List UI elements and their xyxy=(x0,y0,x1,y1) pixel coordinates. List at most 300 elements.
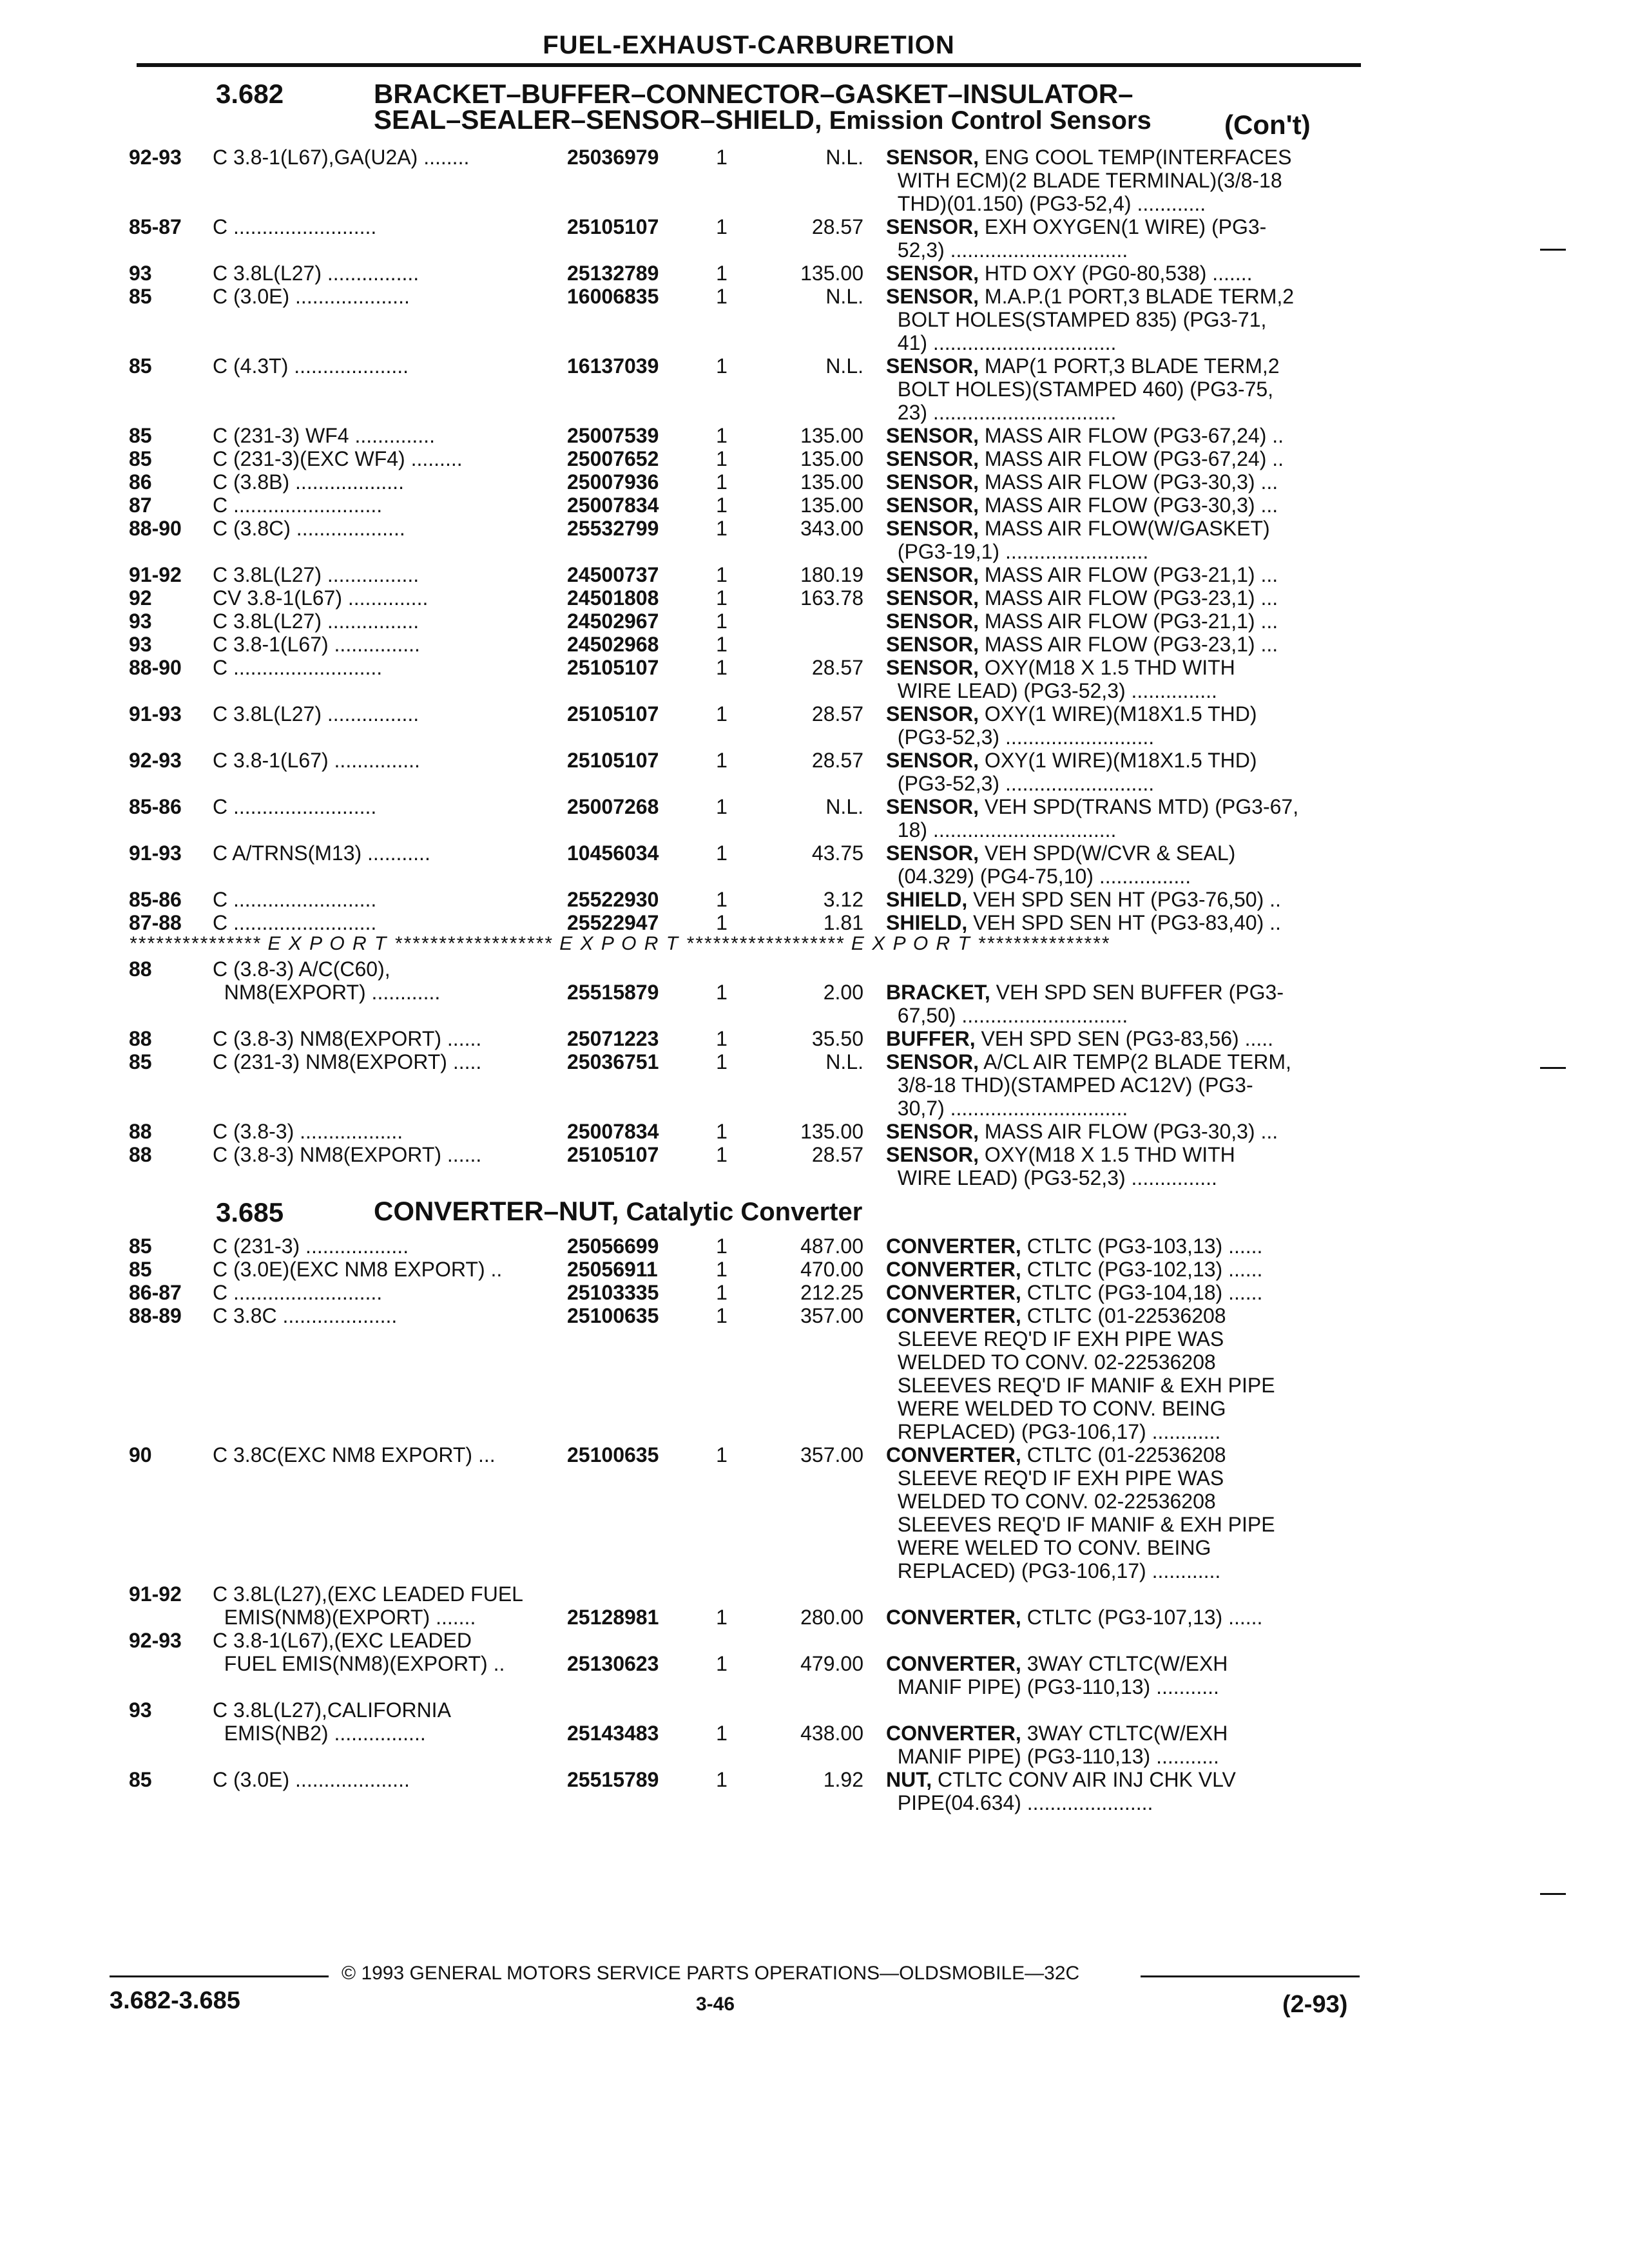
application-description: C (231-3) WF4 .............. xyxy=(213,424,435,447)
model-years: 92-93 xyxy=(129,1629,182,1652)
quantity: 1 xyxy=(716,1304,728,1327)
part-name-detail: CTLTC (PG3-107,13) ...... xyxy=(1021,1606,1263,1629)
price: N.L. xyxy=(825,146,863,169)
part-name-keyword: SENSOR, xyxy=(886,1120,979,1143)
part-name-keyword: SENSOR, xyxy=(886,1050,979,1073)
part-name-keyword: SENSOR, xyxy=(886,447,979,470)
quantity: 1 xyxy=(716,1027,728,1050)
part-name xyxy=(886,1443,1363,1582)
part-name xyxy=(886,586,1363,610)
model-years: 86-87 xyxy=(129,1281,182,1304)
part-name-keyword: SENSOR, xyxy=(886,633,979,656)
application-description: C 3.8-1(L67) ............... xyxy=(213,633,420,656)
part-name-keyword: SHIELD, xyxy=(886,888,968,911)
quantity: 1 xyxy=(716,1120,728,1143)
quantity: 1 xyxy=(716,981,728,1004)
part-name-detail: MASS AIR FLOW(W/GASKET) (PG3-19,1) ......................... xyxy=(897,517,1270,563)
price: 135.00 xyxy=(800,424,863,447)
part-name-keyword: SENSOR, xyxy=(886,215,979,238)
part-name xyxy=(886,1235,1363,1258)
quantity: 1 xyxy=(716,702,728,726)
model-years: 85-87 xyxy=(129,215,182,238)
part-name xyxy=(886,470,1363,494)
part-name-keyword: SENSOR, xyxy=(886,610,979,633)
model-years: 85 xyxy=(129,354,152,378)
price: 180.19 xyxy=(800,563,863,586)
quantity: 1 xyxy=(716,656,728,679)
quantity: 1 xyxy=(716,517,728,540)
model-years: 88 xyxy=(129,957,152,981)
part-name xyxy=(886,447,1363,470)
quantity: 1 xyxy=(716,795,728,818)
model-years: 85 xyxy=(129,447,152,470)
part-number: 25522930 xyxy=(567,888,659,911)
part-number: 25105107 xyxy=(567,1143,659,1166)
quantity: 1 xyxy=(716,1143,728,1166)
application-description: C 3.8C .................... xyxy=(213,1304,398,1327)
part-number: 25056911 xyxy=(567,1258,658,1281)
part-name-keyword: SENSOR, xyxy=(886,841,979,865)
part-number: 25515789 xyxy=(567,1768,659,1791)
part-name xyxy=(886,1143,1363,1189)
model-years: 85 xyxy=(129,424,152,447)
quantity: 1 xyxy=(716,215,728,238)
part-number: 25056699 xyxy=(567,1235,659,1258)
part-number: 25036751 xyxy=(567,1050,659,1073)
page-header-title: FUEL-EXHAUST-CARBURETION xyxy=(543,31,955,59)
part-name-keyword: SHIELD, xyxy=(886,911,968,934)
part-name-detail: ENG COOL TEMP(INTERFACES WITH ECM)(2 BLADE TERMINAL)(3/8-18 THD)(01.150) (PG3-52,4) ............ xyxy=(897,146,1292,215)
part-name-detail: CTLTC (01-22536208 SLEEVE REQ'D IF EXH PIPE WAS WELDED TO CONV. 02-22536208 SLEEVES REQ'D IF MANIF & EXH PIPE WERE WELDED TO CONV. BEING REPLACED) (PG3-106,17) ............ xyxy=(897,1304,1275,1443)
price: 343.00 xyxy=(800,517,863,540)
application-description: C .......................... xyxy=(213,656,383,679)
part-name-keyword: SENSOR, xyxy=(886,262,979,285)
price: 470.00 xyxy=(800,1258,863,1281)
part-number: 16137039 xyxy=(567,354,659,378)
part-name-detail: 3WAY CTLTC(W/EXH MANIF PIPE) (PG3-110,13) ........... xyxy=(897,1652,1228,1698)
model-years: 85-86 xyxy=(129,795,182,818)
part-number: 25007834 xyxy=(567,1120,659,1143)
part-name-detail: OXY(M18 X 1.5 THD WITH WIRE LEAD) (PG3-52,3) ............... xyxy=(897,1143,1235,1189)
application-description: C (231-3)(EXC WF4) ......... xyxy=(213,447,463,470)
part-name xyxy=(886,1258,1363,1281)
price: 357.00 xyxy=(800,1443,863,1466)
part-name xyxy=(886,563,1363,586)
part-name-detail: VEH SPD SEN BUFFER (PG3- 67,50) ............................. xyxy=(897,981,1284,1027)
part-name xyxy=(886,215,1363,262)
price: 280.00 xyxy=(800,1606,863,1629)
model-years: 85 xyxy=(129,1235,152,1258)
part-number: 24501808 xyxy=(567,586,659,610)
part-name-keyword: CONVERTER, xyxy=(886,1443,1021,1466)
application-description: C 3.8L(L27),CALIFORNIA EMIS(NB2) ................ xyxy=(213,1698,451,1745)
part-number: 24502968 xyxy=(567,633,659,656)
model-years: 86 xyxy=(129,470,152,494)
part-name-detail: OXY(M18 X 1.5 THD WITH WIRE LEAD) (PG3-52,3) ............... xyxy=(897,656,1235,702)
quantity: 1 xyxy=(716,563,728,586)
part-name xyxy=(886,354,1363,424)
part-name xyxy=(886,702,1363,749)
part-name-detail: MASS AIR FLOW (PG3-21,1) ... xyxy=(979,610,1278,633)
part-name-detail: VEH SPD(W/CVR & SEAL) (04.329) (PG4-75,10) ................ xyxy=(897,841,1236,888)
part-name-keyword: SENSOR, xyxy=(886,494,979,517)
price: 1.92 xyxy=(823,1768,863,1791)
part-name xyxy=(886,749,1363,795)
quantity: 1 xyxy=(716,285,728,308)
price: 135.00 xyxy=(800,262,863,285)
part-number: 25007539 xyxy=(567,424,659,447)
model-years: 85 xyxy=(129,1768,152,1791)
model-years: 93 xyxy=(129,610,152,633)
part-name-detail: MASS AIR FLOW (PG3-30,3) ... xyxy=(979,1120,1278,1143)
application-description: C 3.8L(L27) ................ xyxy=(213,262,419,285)
part-name-keyword: BUFFER, xyxy=(886,1027,976,1050)
part-name-detail: HTD OXY (PG0-80,538) ....... xyxy=(979,262,1253,285)
part-name xyxy=(886,633,1363,656)
part-name-detail: CTLTC (PG3-104,18) ...... xyxy=(1021,1281,1263,1304)
model-years: 91-93 xyxy=(129,841,182,865)
model-years: 88 xyxy=(129,1143,152,1166)
application-description: C (3.8C) ................... xyxy=(213,517,405,540)
part-number: 25105107 xyxy=(567,656,659,679)
section-number: 3.682 xyxy=(216,79,284,109)
price: 43.75 xyxy=(811,841,863,865)
part-name-keyword: SENSOR, xyxy=(886,285,979,308)
part-name-detail: VEH SPD SEN HT (PG3-76,50) .. xyxy=(967,888,1281,911)
application-description: C .......................... xyxy=(213,494,383,517)
model-years: 85 xyxy=(129,285,152,308)
price: 487.00 xyxy=(800,1235,863,1258)
quantity: 1 xyxy=(716,911,728,934)
quantity: 1 xyxy=(716,470,728,494)
part-name xyxy=(886,1050,1363,1120)
part-name xyxy=(886,610,1363,633)
part-name xyxy=(886,656,1363,702)
application-description: C ......................... xyxy=(213,888,377,911)
part-number: 24500737 xyxy=(567,563,659,586)
part-number: 25515879 xyxy=(567,981,659,1004)
part-name-keyword: CONVERTER, xyxy=(886,1258,1021,1281)
part-number: 25105107 xyxy=(567,702,659,726)
quantity: 1 xyxy=(716,749,728,772)
model-years: 91-92 xyxy=(129,563,182,586)
price: 28.57 xyxy=(811,749,863,772)
part-number: 25132789 xyxy=(567,262,659,285)
application-description: C (3.0E)(EXC NM8 EXPORT) .. xyxy=(213,1258,503,1281)
application-description: C ......................... xyxy=(213,795,377,818)
part-number: 16006835 xyxy=(567,285,659,308)
quantity: 1 xyxy=(716,262,728,285)
margin-mark xyxy=(1540,249,1566,251)
part-number: 25007268 xyxy=(567,795,659,818)
part-name-keyword: CONVERTER, xyxy=(886,1722,1021,1745)
application-description: C (3.8-3) .................. xyxy=(213,1120,403,1143)
part-name-detail: 3WAY CTLTC(W/EXH MANIF PIPE) (PG3-110,13) ........... xyxy=(897,1722,1228,1768)
part-name-detail: A/CL AIR TEMP(2 BLADE TERM, 3/8-18 THD)(STAMPED AC12V) (PG3- 30,7) ............................... xyxy=(897,1050,1291,1120)
quantity: 1 xyxy=(716,1722,728,1745)
quantity: 1 xyxy=(716,633,728,656)
price: 28.57 xyxy=(811,656,863,679)
model-years: 92-93 xyxy=(129,146,182,169)
price: 438.00 xyxy=(800,1722,863,1745)
price: N.L. xyxy=(825,1050,863,1073)
application-description: C 3.8L(L27) ................ xyxy=(213,610,419,633)
footer-section-range: 3.682-3.685 xyxy=(110,1987,240,2014)
price: 28.57 xyxy=(811,1143,863,1166)
section-title-2 xyxy=(374,1198,862,1225)
application-description: C (3.8B) ................... xyxy=(213,470,404,494)
model-years: 93 xyxy=(129,633,152,656)
quantity: 1 xyxy=(716,1768,728,1791)
quantity: 1 xyxy=(716,1050,728,1073)
part-number: 25105107 xyxy=(567,749,659,772)
part-number: 25143483 xyxy=(567,1722,659,1745)
price: 357.00 xyxy=(800,1304,863,1327)
part-name-keyword: SENSOR, xyxy=(886,354,979,378)
part-name-detail: CTLTC CONV AIR INJ CHK VLV PIPE(04.634) ...................... xyxy=(897,1768,1236,1814)
price: N.L. xyxy=(825,285,863,308)
application-description: C 3.8L(L27) ................ xyxy=(213,563,419,586)
application-description: C (231-3) .................. xyxy=(213,1235,409,1258)
price: 479.00 xyxy=(800,1652,863,1675)
part-name-keyword: CONVERTER, xyxy=(886,1304,1021,1327)
part-number: 25007936 xyxy=(567,470,659,494)
part-name xyxy=(886,841,1363,888)
part-name-keyword: BRACKET, xyxy=(886,981,990,1004)
part-number: 25522947 xyxy=(567,911,659,934)
part-name-keyword: SENSOR, xyxy=(886,470,979,494)
part-name xyxy=(886,1606,1363,1629)
part-name-detail: CTLTC (PG3-102,13) ...... xyxy=(1021,1258,1263,1281)
part-name xyxy=(886,494,1363,517)
part-number: 25532799 xyxy=(567,517,659,540)
part-name-keyword: SENSOR, xyxy=(886,563,979,586)
application-description: C 3.8-1(L67),(EXC LEADED FUEL EMIS(NM8)(EXPORT) .. xyxy=(213,1629,505,1675)
part-name-keyword: SENSOR, xyxy=(886,517,979,540)
section-title-line1: BRACKET–BUFFER–CONNECTOR–GASKET–INSULATOR– xyxy=(374,79,1133,109)
price: 3.12 xyxy=(823,888,863,911)
part-name-detail: MASS AIR FLOW (PG3-67,24) .. xyxy=(979,447,1284,470)
part-name xyxy=(886,285,1363,354)
application-description: C (3.8-3) NM8(EXPORT) ...... xyxy=(213,1027,482,1050)
model-years: 85 xyxy=(129,1258,152,1281)
model-years: 90 xyxy=(129,1443,152,1466)
quantity: 1 xyxy=(716,1258,728,1281)
part-name xyxy=(886,424,1363,447)
part-number: 24502967 xyxy=(567,610,659,633)
part-name-detail: MASS AIR FLOW (PG3-21,1) ... xyxy=(979,563,1278,586)
model-years: 88-89 xyxy=(129,1304,182,1327)
footer-rule-right xyxy=(1141,1975,1360,1977)
quantity: 1 xyxy=(716,146,728,169)
application-description: C (4.3T) .................... xyxy=(213,354,409,378)
price: 1.81 xyxy=(823,911,863,934)
part-name-keyword: CONVERTER, xyxy=(886,1281,1021,1304)
section-number-2: 3.685 xyxy=(216,1197,284,1227)
price: 35.50 xyxy=(811,1027,863,1050)
part-name xyxy=(886,1768,1363,1814)
part-name-detail: MASS AIR FLOW (PG3-23,1) ... xyxy=(979,633,1278,656)
model-years: 92-93 xyxy=(129,749,182,772)
part-name-keyword: SENSOR, xyxy=(886,1143,979,1166)
application-description: C 3.8L(L27),(EXC LEADED FUEL EMIS(NM8)(EXPORT) ....... xyxy=(213,1582,523,1629)
model-years: 87-88 xyxy=(129,911,182,934)
quantity: 1 xyxy=(716,610,728,633)
price: 212.25 xyxy=(800,1281,863,1304)
part-name-keyword: SENSOR, xyxy=(886,586,979,610)
application-description: C 3.8L(L27) ................ xyxy=(213,702,419,726)
application-description: C (3.8-3) NM8(EXPORT) ...... xyxy=(213,1143,482,1166)
part-number: 10456034 xyxy=(567,841,659,865)
part-name-keyword: CONVERTER, xyxy=(886,1652,1021,1675)
part-number: 25100635 xyxy=(567,1304,659,1327)
section-title-bold: SEAL–SEALER–SENSOR–SHIELD, xyxy=(374,104,822,135)
application-description: CV 3.8-1(L67) .............. xyxy=(213,586,429,610)
margin-mark xyxy=(1540,1893,1566,1895)
part-name xyxy=(886,1120,1363,1143)
application-description: C 3.8-1(L67),GA(U2A) ........ xyxy=(213,146,470,169)
model-years: 88-90 xyxy=(129,517,182,540)
application-description: C 3.8C(EXC NM8 EXPORT) ... xyxy=(213,1443,496,1466)
model-years: 85 xyxy=(129,1050,152,1073)
quantity: 1 xyxy=(716,1606,728,1629)
quantity: 1 xyxy=(716,1443,728,1466)
part-name-keyword: CONVERTER, xyxy=(886,1606,1021,1629)
price: 2.00 xyxy=(823,981,863,1004)
price: 135.00 xyxy=(800,494,863,517)
model-years: 93 xyxy=(129,1698,152,1722)
part-name xyxy=(886,1027,1363,1050)
part-name-detail: VEH SPD SEN HT (PG3-83,40) .. xyxy=(967,911,1281,934)
part-name xyxy=(886,1722,1363,1768)
model-years: 88-90 xyxy=(129,656,182,679)
price: N.L. xyxy=(825,354,863,378)
part-name-detail: MAP(1 PORT,3 BLADE TERM,2 BOLT HOLES)(STAMPED 460) (PG3-75, 23) ................................ xyxy=(897,354,1280,424)
part-name xyxy=(886,795,1363,841)
footer-rule-left xyxy=(110,1975,329,1977)
price: 135.00 xyxy=(800,1120,863,1143)
part-name xyxy=(886,1304,1363,1443)
model-years: 85-86 xyxy=(129,888,182,911)
part-name-detail: OXY(1 WIRE)(M18X1.5 THD) (PG3-52,3) .......................... xyxy=(897,702,1257,749)
application-description: C (231-3) NM8(EXPORT) ..... xyxy=(213,1050,482,1073)
part-number: 25071223 xyxy=(567,1027,659,1050)
application-description: C (3.0E) .................... xyxy=(213,1768,410,1791)
quantity: 1 xyxy=(716,586,728,610)
part-name xyxy=(886,888,1363,911)
application-description: C 3.8-1(L67) ............... xyxy=(213,749,420,772)
quantity: 1 xyxy=(716,841,728,865)
part-name xyxy=(886,262,1363,285)
price: 135.00 xyxy=(800,470,863,494)
part-number: 25007652 xyxy=(567,447,659,470)
part-name xyxy=(886,1652,1363,1698)
price: 28.57 xyxy=(811,215,863,238)
model-years: 93 xyxy=(129,262,152,285)
part-name-keyword: NUT, xyxy=(886,1768,932,1791)
part-number: 25007834 xyxy=(567,494,659,517)
section-title-line2 xyxy=(374,104,1152,135)
quantity: 1 xyxy=(716,424,728,447)
part-name xyxy=(886,911,1363,934)
model-years: 87 xyxy=(129,494,152,517)
quantity: 1 xyxy=(716,354,728,378)
part-name-detail: VEH SPD SEN (PG3-83,56) ..... xyxy=(975,1027,1274,1050)
part-number: 25130623 xyxy=(567,1652,659,1675)
part-name xyxy=(886,1281,1363,1304)
part-name xyxy=(886,981,1363,1027)
part-name-detail: MASS AIR FLOW (PG3-23,1) ... xyxy=(979,586,1278,610)
application-description: C (3.0E) .................... xyxy=(213,285,410,308)
model-years: 92 xyxy=(129,586,152,610)
footer-copyright: © 1993 GENERAL MOTORS SERVICE PARTS OPERATIONS—OLDSMOBILE—32C xyxy=(342,1963,1080,1984)
part-number: 25100635 xyxy=(567,1443,659,1466)
price: 135.00 xyxy=(800,447,863,470)
part-name-detail: CTLTC (PG3-103,13) ...... xyxy=(1021,1235,1263,1258)
quantity: 1 xyxy=(716,1281,728,1304)
quantity: 1 xyxy=(716,447,728,470)
quantity: 1 xyxy=(716,888,728,911)
price: 28.57 xyxy=(811,702,863,726)
part-name-detail: OXY(1 WIRE)(M18X1.5 THD) (PG3-52,3) .......................... xyxy=(897,749,1257,795)
application-description: C (3.8-3) A/C(C60), NM8(EXPORT) ............ xyxy=(213,957,441,1004)
footer-revision: (2-93) xyxy=(1282,1991,1348,2018)
part-number: 25105107 xyxy=(567,215,659,238)
margin-mark xyxy=(1540,1067,1566,1069)
model-years: 91-93 xyxy=(129,702,182,726)
part-name-detail: MASS AIR FLOW (PG3-67,24) .. xyxy=(979,424,1284,447)
part-name-keyword: SENSOR, xyxy=(886,702,979,726)
part-name-detail: MASS AIR FLOW (PG3-30,3) ... xyxy=(979,470,1278,494)
part-name xyxy=(886,146,1363,215)
model-years: 88 xyxy=(129,1027,152,1050)
part-name-keyword: SENSOR, xyxy=(886,795,979,818)
model-years: 91-92 xyxy=(129,1582,182,1606)
price: 163.78 xyxy=(800,586,863,610)
section-title-2-bold: CONVERTER–NUT, xyxy=(374,1196,619,1226)
quantity: 1 xyxy=(716,1652,728,1675)
application-description: C .......................... xyxy=(213,1281,383,1304)
part-name-detail: VEH SPD(TRANS MTD) (PG3-67, 18) ................................ xyxy=(897,795,1299,841)
header-rule xyxy=(137,63,1361,67)
quantity: 1 xyxy=(716,1235,728,1258)
footer-page-number: 3-46 xyxy=(696,1994,735,2015)
model-years: 88 xyxy=(129,1120,152,1143)
part-name-keyword: SENSOR, xyxy=(886,656,979,679)
part-name-detail: CTLTC (01-22536208 SLEEVE REQ'D IF EXH PIPE WAS WELDED TO CONV. 02-22536208 SLEEVES REQ'D IF MANIF & EXH PIPE WERE WELED TO CONV. BEING REPLACED) (PG3-106,17) ............ xyxy=(897,1443,1275,1582)
application-description: C ......................... xyxy=(213,215,377,238)
part-number: 25103335 xyxy=(567,1281,659,1304)
part-name-detail: M.A.P.(1 PORT,3 BLADE TERM,2 BOLT HOLES(STAMPED 835) (PG3-71, 41) ................................ xyxy=(897,285,1295,354)
application-description: C ......................... xyxy=(213,911,377,934)
part-name-keyword: SENSOR, xyxy=(886,424,979,447)
export-banner: *************** E X P O R T ****************** E X P O R T ****************** E X P O R T *************** xyxy=(129,933,1110,954)
part-name-detail: EXH OXYGEN(1 WIRE) (PG3- 52,3) ............................... xyxy=(897,215,1267,262)
continued-label: (Con't) xyxy=(1224,110,1311,140)
section-title-sub: Emission Control Sensors xyxy=(822,106,1152,135)
part-name-keyword: CONVERTER, xyxy=(886,1235,1021,1258)
part-name-detail: MASS AIR FLOW (PG3-30,3) ... xyxy=(979,494,1278,517)
quantity: 1 xyxy=(716,494,728,517)
part-name-keyword: SENSOR, xyxy=(886,146,979,169)
application-description: C A/TRNS(M13) ........... xyxy=(213,841,430,865)
price: N.L. xyxy=(825,795,863,818)
section-title-2-sub: Catalytic Converter xyxy=(619,1198,863,1226)
part-name-keyword: SENSOR, xyxy=(886,749,979,772)
part-number: 25036979 xyxy=(567,146,659,169)
part-number: 25128981 xyxy=(567,1606,659,1629)
part-name xyxy=(886,517,1363,563)
